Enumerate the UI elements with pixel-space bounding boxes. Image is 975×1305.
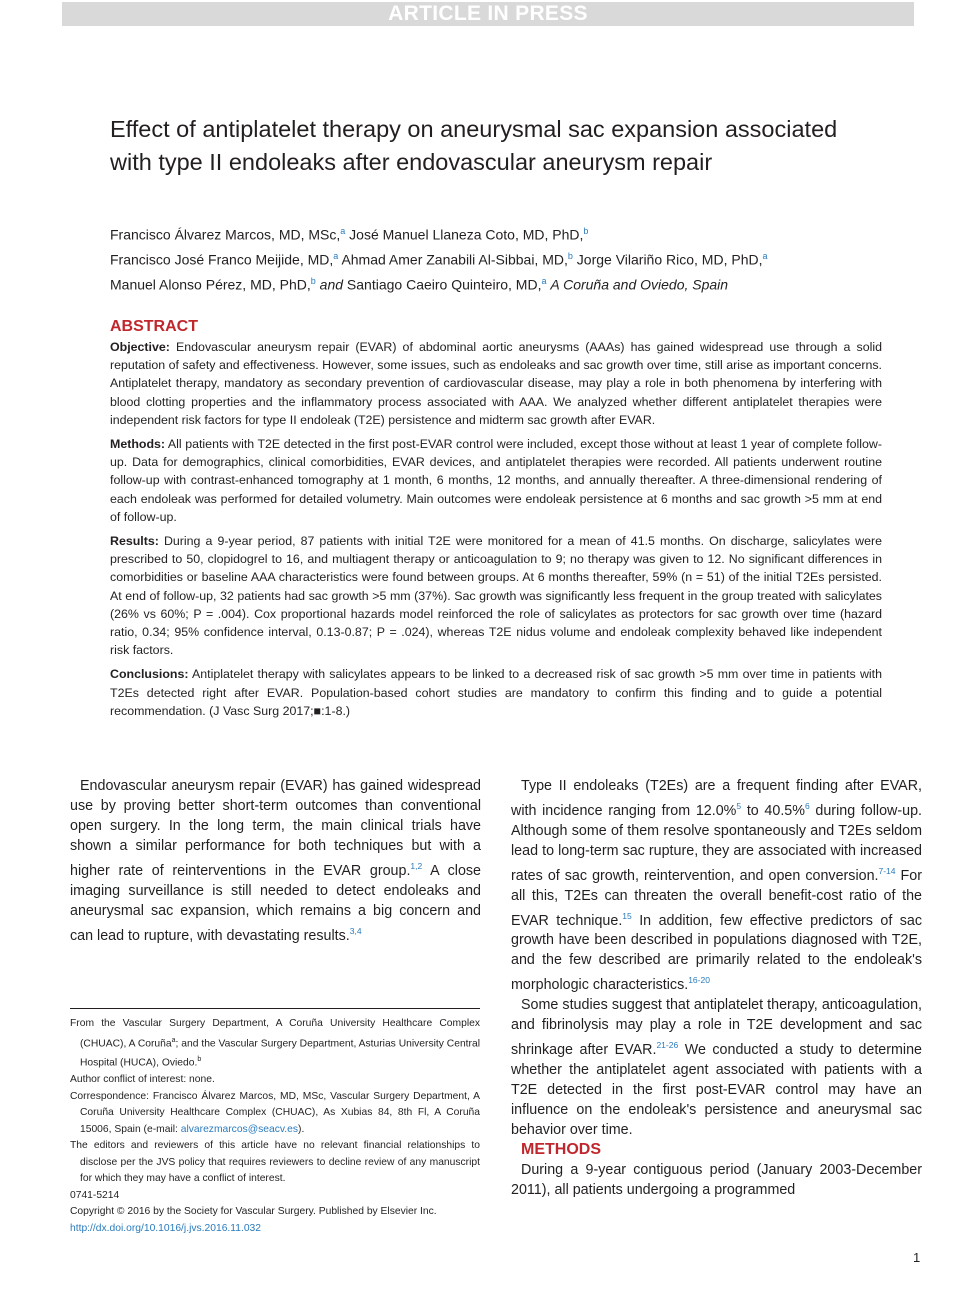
email-link[interactable]: alvarezmarcos@seacv.es [180, 1123, 299, 1135]
affiliation-marker: b [197, 1056, 202, 1064]
copyright: Copyright © 2016 by the Society for Vascular Surgery. Published by Elsevier Inc. [70, 1206, 437, 1218]
body-text: Some studies suggest that antiplatelet therapy, anticoagulation, and fibrinolysis may play a role in T2E development and sac shrinkage after EVAR. [511, 997, 922, 1058]
objective-text: Endovascular aneurysm repair (EVAR) of abdominal aortic aneurysms (AAAs) has gained widespread use through a solid reputation of safety and effectiveness. However, some issues, such as endoleaks and sac growth over time, still arise as important concerns. Antiplatelet therapy, mandatory as secondary prevention of cardiovascular disease, may play a role in both phenomena by interfering with blood clotting properties and the inflammatory process associated with AAA. We analyzed whether different antiplatelet therapies were independent risk factors for type II endoleak (T2E) persistence and midterm sac growth after EVAR. [110, 340, 882, 427]
author-name: Ahmad Amer Zanabili Al-Sibbai, MD, [341, 251, 568, 268]
conflict-footnote: Author conflict of interest: none. [70, 1074, 215, 1086]
objective-label: Objective: [110, 340, 170, 354]
affiliation-marker[interactable]: a [541, 276, 547, 287]
study-aim-paragraph [511, 995, 922, 1140]
methods-label: Methods: [110, 437, 166, 452]
correspondence-footnote [70, 1089, 480, 1139]
intro-paragraph [70, 776, 481, 946]
affiliation-marker[interactable]: b [310, 276, 316, 287]
affiliation-marker[interactable]: a [333, 251, 339, 262]
reference-link[interactable]: 16-20 [688, 975, 710, 986]
reference-link[interactable]: 7-14 [878, 865, 896, 876]
abstract-results [110, 532, 882, 659]
footnotes [70, 1016, 480, 1237]
abstract-objective [110, 338, 882, 429]
methods-heading: METHODS [521, 1140, 601, 1158]
reference-link[interactable]: 5 [736, 801, 742, 811]
body-text: A close imaging surveillance is still needed to detect endoleaks and aneurysmal sac expansion, which remains a big concern and can lead to rupture, with devastating results. [70, 862, 481, 944]
abstract-heading: ABSTRACT [110, 318, 198, 335]
author-list [110, 221, 890, 296]
banner-text: ARTICLE IN PRESS [388, 2, 588, 25]
footnote-text: From the Vascular Surgery Department, A Coruña University Healthcare Complex (CHUAC), A Coruña [70, 1018, 480, 1049]
author-name: José Manuel Llaneza Coto, MD, PhD, [349, 226, 584, 243]
body-text: In addition, few effective predictors of sac growth have been described in populations diagnosed with T2E, and the few described are primarily related to the endoleak's morphologic characteristics. [511, 912, 922, 994]
author-name: Francisco Álvarez Marcos, MD, MSc, [110, 226, 341, 243]
reference-link[interactable]: 6 [804, 801, 810, 811]
affiliation-marker[interactable]: b [583, 226, 589, 236]
editors-footnote: The editors and reviewers of this article have no relevant financial relationships to disclose per the JVS policy that requires reviewers to decline review of any manuscript for which they may have a conflict of interest. [70, 1140, 480, 1185]
t2e-paragraph [511, 776, 922, 995]
author-location: A Coruña and Oviedo, Spain [550, 276, 729, 293]
article-title: Effect of antiplatelet therapy on aneurysmal sac expansion associated with type II endoleaks after endovascular aneurysm repair [110, 116, 838, 175]
results-label: Results: [110, 534, 159, 549]
author-name: Manuel Alonso Pérez, MD, PhD, [110, 276, 311, 293]
body-text: during follow-up. Although some of them resolve spontaneously and T2Es seldom lead to long-term sac rupture, they are associated with increased rates of sac growth, reintervention, and open conversion. [511, 802, 923, 884]
reference-link[interactable]: 21-26 [656, 1040, 679, 1051]
author-name: Jorge Vilariño Rico, MD, PhD, [576, 251, 763, 268]
affiliation-marker[interactable]: a [762, 251, 768, 262]
footnote-divider [70, 1008, 480, 1009]
footnote-text: ; and the Vascular Surgery Department, Asturias University Central Hospital (HUCA), Oviedo. [80, 1037, 480, 1069]
issn: 0741-5214 [70, 1189, 120, 1201]
results-text: During a 9-year period, 87 patients with initial T2E were monitored for a mean of 41.5 months. On discharge, salicylates were prescribed to 50, clopidogrel to 16, and multiagent therapy or anticoagulation to 9; no therapy was given to 12. No significant differences in comorbidities or baseline AAA characteristics were found between groups. At 6 months thereafter, 59% (n = 51) of the initial T2Es persisted. At end of follow-up, 32 patients had sac growth >5 mm (37%). Sac growth was significantly less frequent in the group treated with salicylates (26% vs 60%; P = .004). Cox proportional hazards model reinforced the role of salicylates as protectors for sac growth over time (hazard ratio, 0.34; 95% confidence interval, 0.13-0.87; P = .024), whereas T2E nidus volume and endoleak complexity behaved like independent risk factors. [110, 534, 882, 658]
body-text: Type II endoleaks (T2Es) are a frequent finding after EVAR, with incidence ranging from 12.0% [511, 778, 922, 819]
right-column [511, 776, 922, 1200]
body-text: Endovascular aneurysm repair (EVAR) has gained widespread use by proving better short-term outcomes than conventional open surgery. In the long term, the main clinical trials have shown a similar performance for both techniques but with a higher rate of reinterventions in the EVAR group. [70, 778, 481, 879]
body-text: We conducted a study to determine whether the antiplatelet agent associated with patients with a T2E detected in the first post-EVAR control may have an influence on the endoleak's persistence and aneurysmal sac behavior over time. [511, 1041, 922, 1138]
reference-link[interactable]: 3,4 [349, 925, 362, 936]
abstract-conclusions [110, 665, 882, 720]
author-name: Francisco José Franco Meijide, MD, [110, 251, 334, 268]
conclusions-text: Antiplatelet therapy with salicylates appears to be linked to a decreased risk of sac growth >5 mm over time in patients with T2Es detected right after EVAR. Population-based cohort studies are mandatory to confirm this finding and to guide a potential recommendation. (J Vasc Surg 2017;■:1-8.) [110, 667, 882, 718]
affiliation-marker[interactable]: b [567, 251, 573, 262]
abstract-methods [110, 435, 882, 526]
left-column [70, 776, 481, 946]
page-number: 1 [913, 1250, 921, 1265]
and-word: and [319, 276, 344, 293]
author-name: Santiago Caeiro Quinteiro, MD, [346, 276, 542, 293]
footnote-text: ). [298, 1123, 305, 1135]
footnote-text: Correspondence: Francisco Álvarez Marcos, MD, MSc, Vascular Surgery Department, A Coruña University Healthcare Complex (CHUAC), As Xubias 84, 8th Fl, A Coruña 15006, Spain (e-mail: [70, 1090, 480, 1135]
affiliation-marker: a [171, 1036, 176, 1044]
doi-link[interactable]: http://dx.doi.org/10.1016/j.jvs.2016.11.032 [70, 1222, 262, 1234]
methods-text: All patients with T2E detected in the first post-EVAR control were included, except those without at least 1 year of complete follow-up. Data for demographics, clinical comorbidities, EVAR devices, and antiplatelet therapies were recorded. All patients underwent routine follow-up with contrast-enhanced tomography at 1 month, 6 months, 12 months, and annually thereafter. A three-dimensional rendering of each endoleak was performed for detailed volumetry. Main outcomes were endoleak persistence at 6 months and sac growth >5 mm at end of follow-up. [110, 437, 882, 524]
affiliation-marker[interactable]: a [340, 226, 346, 236]
body-text: For all this, T2Es can threaten the overall benefit-cost ratio of the EVAR technique. [511, 867, 923, 929]
reference-link[interactable]: 15 [622, 910, 632, 921]
affiliation-footnote [70, 1016, 480, 1072]
body-text: to 40.5% [741, 802, 805, 819]
abstract-body [110, 338, 882, 726]
reference-link[interactable]: 1,2 [410, 861, 423, 871]
conclusions-label: Conclusions: [110, 667, 189, 682]
methods-paragraph: During a 9-year contiguous period (January 2003-December 2011), all patients undergoing a programmed [511, 1161, 922, 1198]
article-in-press-banner [62, 2, 914, 26]
